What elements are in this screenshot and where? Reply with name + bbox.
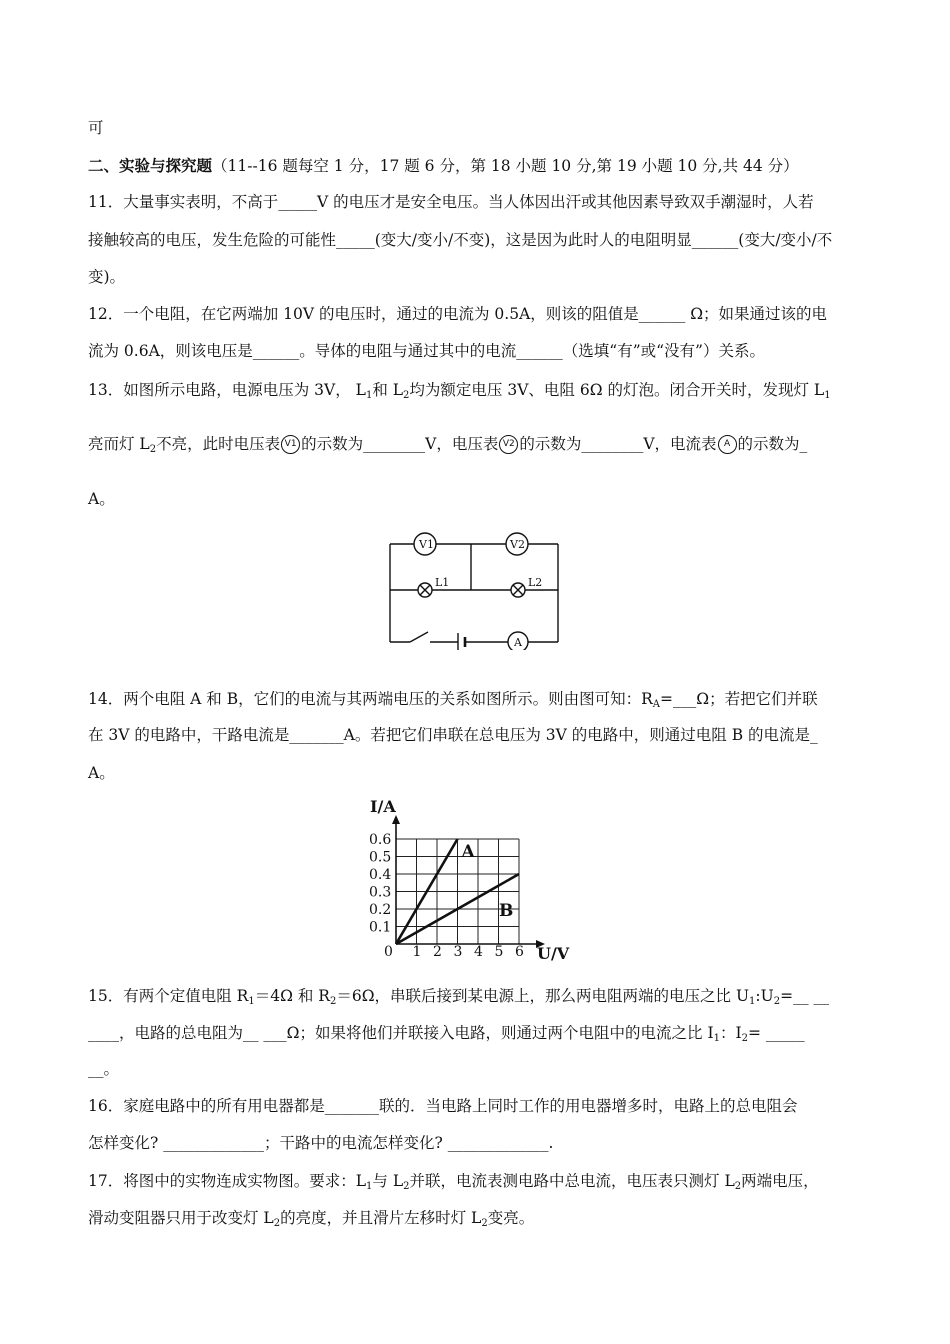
q17-line-2 xyxy=(88,1207,534,1229)
q11-line-2: 接触较高的电压，发生危险的可能性_____(变大/变小/不变)，这是因为此时人的电阻明显______(变大/变小/不 xyxy=(88,231,833,249)
subscript: 2 xyxy=(481,1218,488,1229)
q17-text: 与 L xyxy=(372,1172,404,1190)
q17-text: 两端电压， xyxy=(741,1172,819,1190)
subscript: 2 xyxy=(403,390,410,401)
series-label-a: A xyxy=(461,842,475,862)
subscript: 2 xyxy=(741,1033,748,1044)
q15-text: =__ __ xyxy=(780,987,830,1005)
q13-text: 的示数为________V，电流表 xyxy=(519,435,717,453)
q14-text: 14．两个电阻 A 和 B，它们的电流与其两端电压的关系如图所示。则由图可知：R xyxy=(88,690,653,708)
q12-line-2: 流为 0.6A，则该电压是______。导体的电阻与通过其中的电流______（选填“有”或“没有”）关系。 xyxy=(88,342,765,360)
q17-line-1 xyxy=(88,1170,819,1192)
q15-line-1 xyxy=(88,985,829,1007)
section-title: 二、实验与探究题 xyxy=(88,156,213,175)
subscript: A xyxy=(652,699,660,710)
q14-text: =___Ω；若把它们并联 xyxy=(660,690,818,708)
q15-text: :U xyxy=(755,987,774,1005)
q13-text: 13．如图所示电路，电源电压为 3V， L xyxy=(88,381,366,399)
voltmeter-v2-icon: V2 xyxy=(499,435,518,454)
subscript: 1 xyxy=(713,1033,720,1044)
v1-label: V1 xyxy=(419,538,434,551)
q16-line-1: 16．家庭电路中的所有用电器都是_______联的．当电路上同时工作的用电器增多时，电路上的总电阻会 xyxy=(88,1097,798,1115)
q13-text: 的示数为________V，电压表 xyxy=(301,435,499,453)
x-tick-label: 5 xyxy=(494,944,504,960)
q13-text: 均为额定电压 3V、电阻 6Ω 的灯泡。闭合开关时，发现灯 L xyxy=(409,381,825,399)
subscript: 2 xyxy=(773,996,781,1007)
q13-circuit-diagram xyxy=(380,528,570,650)
q15-text: 15．有两个定值电阻 R xyxy=(88,987,249,1005)
l1-label: L1 xyxy=(435,576,450,589)
q15-line-3: __。 xyxy=(88,1060,120,1078)
q17-text: 滑动变阻器只用于改变灯 L xyxy=(88,1209,274,1227)
q13-line-3: A。 xyxy=(88,490,115,508)
subscript: 1 xyxy=(248,996,255,1007)
q14-line-2: 在 3V 的电路中，干路电流是_______A。若把它们串联在总电压为 3V 的电路中，则通过电阻 B 的电流是_ xyxy=(88,726,818,744)
q13-text: 和 L xyxy=(372,381,404,399)
iv-chart xyxy=(360,792,590,968)
y-tick-label: 0.4 xyxy=(369,867,392,883)
top-fragment: 可 xyxy=(88,119,104,137)
y-tick-label: 0.2 xyxy=(369,902,392,918)
subscript: 2 xyxy=(329,996,337,1007)
subscript: 2 xyxy=(273,1218,281,1229)
q14-line-3: A。 xyxy=(88,764,115,782)
series-label-b: B xyxy=(499,901,514,921)
y-tick-label: 0.1 xyxy=(369,919,392,936)
q16-line-2: 怎样变化? _____________；干路中的电流怎样变化? _____________. xyxy=(88,1134,554,1152)
subscript: 2 xyxy=(149,444,157,455)
x-tick-label: 2 xyxy=(433,944,442,960)
y-tick-label: 0.5 xyxy=(369,849,392,866)
q13-text: 亮而灯 L xyxy=(88,435,150,453)
x-axis-label: U/V xyxy=(537,944,570,963)
ammeter-icon: A xyxy=(718,435,737,454)
q15-line-2 xyxy=(88,1022,805,1044)
x-tick-label: 6 xyxy=(515,944,524,960)
y-tick-label: 0.6 xyxy=(369,832,392,848)
l2-label: L2 xyxy=(528,576,543,589)
q13-text: 不亮，此时电压表 xyxy=(156,435,281,453)
subscript: 2 xyxy=(403,1181,410,1192)
a-label: A xyxy=(514,636,522,649)
q15-text: ____，电路的总电阻为__ ___Ω；如果将他们并联接入电路，则通过两个电阻中的电流之比 I xyxy=(88,1024,714,1042)
q11-line-1: 11．大量事实表明，不高于_____V 的电压才是安全电压。当人体因出汗或其他因素导致双手潮湿时，人若 xyxy=(88,193,814,211)
q15-text: ＝6Ω，串联后接到某电源上，那么两电阻两端的电压之比 U xyxy=(336,987,750,1005)
y-axis-label: I/A xyxy=(370,797,396,816)
x-tick-label: 0 xyxy=(384,944,393,960)
y-axis-arrow xyxy=(392,815,400,824)
q15-text: ：I xyxy=(719,1024,742,1042)
q13-text: 的示数为_ xyxy=(737,435,808,453)
voltmeter-v1-icon: V1 xyxy=(281,435,300,454)
q15-text: = _____ xyxy=(747,1024,805,1042)
subscript: 1 xyxy=(366,1181,373,1192)
section-heading xyxy=(88,155,799,177)
subscript: 1 xyxy=(749,996,756,1007)
q11-line-3: 变)。 xyxy=(88,268,126,286)
x-tick-label: 4 xyxy=(474,944,483,960)
q12-line-1: 12．一个电阻，在它两端加 10V 的电压时，通过的电流为 0.5A，则该的阻值是______ Ω；如果通过该的电 xyxy=(88,305,828,323)
subscript: 1 xyxy=(824,390,831,401)
q17-text: 变亮。 xyxy=(487,1209,535,1227)
q13-line-1 xyxy=(88,379,831,401)
q17-text: 的亮度，并且滑片左移时灯 L xyxy=(280,1209,482,1227)
y-tick-label: 0.3 xyxy=(369,884,392,901)
q17-text: 并联，电流表测电路中总电流，电压表只测灯 L xyxy=(409,1172,735,1190)
subscript: 1 xyxy=(365,390,373,401)
section-note: （11--16 题每空 1 分，17 题 6 分，第 18 小题 10 分,第 19 小题 10 分,共 44 分） xyxy=(212,157,799,175)
subscript: 2 xyxy=(734,1181,742,1192)
v2-label: V2 xyxy=(510,538,525,551)
q14-line-1 xyxy=(88,688,818,710)
x-tick-label: 1 xyxy=(412,944,422,960)
q13-line-2 xyxy=(88,433,807,455)
x-tick-label: 3 xyxy=(453,944,463,960)
q15-text: ＝4Ω 和 R xyxy=(254,987,330,1005)
q17-text: 17．将图中的实物连成实物图。要求：L xyxy=(88,1172,367,1190)
